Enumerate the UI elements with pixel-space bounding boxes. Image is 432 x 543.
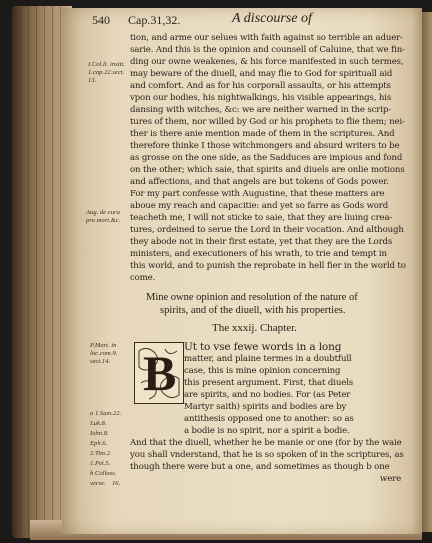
text-line: aboue my reach and capacitie: and yet so farre as Gods word <box>130 201 389 211</box>
text-line: sarie. And this is the opinion and counsell of Caluine, that we fin- <box>130 45 405 55</box>
text-line: this world, and to punish the reprobate in hell fier in the world to <box>130 261 406 271</box>
margin-note: Aug. de cura <box>86 209 120 216</box>
margin-note: 13. <box>88 77 97 84</box>
text-line: tures of them, nor willed by God or his prophets to flie them; nei- <box>130 117 405 127</box>
section-heading: Mine owne opinion and resolution of the nature of <box>146 292 358 303</box>
text-line: they abode not in their first estate, yet that they are the Lords <box>130 237 393 247</box>
text-line: you shall vnderstand, that he is so spoken of in the scriptures, as <box>130 450 404 460</box>
text-line: as grosse on the one side, as the Sadduces are impious and fond <box>130 153 403 163</box>
text-line: this present argument. First, that diuels <box>184 378 354 388</box>
margin-note: 1.cap.22.sect. <box>88 69 125 76</box>
margin-note: 1.Pet.5. <box>90 460 111 467</box>
text-line: For my part confesse with Augustine, that these matters are <box>130 189 385 199</box>
text-line: though there were but a one, and sometimes as though b one <box>130 462 390 472</box>
margin-note: verse. <box>90 480 106 487</box>
margin-note: sect.14. <box>90 358 111 365</box>
margin-note: b Colloss. <box>90 470 117 477</box>
margin-note: loc.com.9. <box>90 350 118 357</box>
text-line: and comfort. And as for his corporall assaults, or his attempts <box>130 81 391 91</box>
running-title: A discourse of <box>232 11 312 26</box>
text-line: dansing with witches, &c: we are neither warned in the scrip- <box>130 105 391 115</box>
text-line: come. <box>130 273 156 283</box>
text-line: a bodie is no spirit, nor a spirit a bodie. <box>184 426 350 436</box>
margin-note: I.Col.li. instit. <box>88 61 125 68</box>
margin-note: a 1.Sam.22. <box>90 410 122 417</box>
text-line: antithesis opposed one to another: so as <box>184 414 354 424</box>
margin-note: 2.Tim.2. <box>90 450 112 457</box>
text-line: may beware of the diuell, and may flie to God for spirituall aid <box>130 69 393 79</box>
text-line: therefore thinke I those witchmongers and absurd writers to be <box>130 141 400 151</box>
text-line: are spirits, and no bodies. For (as Peter <box>184 390 351 400</box>
section-heading: spirits, and of the diuell, with his properties. <box>160 305 346 316</box>
drop-cap-letter: B <box>143 345 177 401</box>
text-line: teacheth me, I will not sticke to saie, that they are liuing crea- <box>130 213 393 223</box>
page-number: 540 <box>92 13 110 27</box>
text-line: tures, ordeined to serue the Lord in their vocation. And although <box>130 225 404 235</box>
text-line: ministers, and executioners of his wrath, to trie and tempt in <box>130 249 387 259</box>
drop-cap <box>134 342 184 404</box>
text-line: ding our owne weakenes, & his force manifested in such termes, <box>130 57 404 67</box>
chapter-title: The xxxij. Chapter. <box>212 322 297 334</box>
margin-note: pro mort.&c. <box>86 217 121 224</box>
margin-note: Luk.8. <box>90 420 107 427</box>
margin-note: P.Mart. in <box>90 342 117 349</box>
margin-note: Iohn.8. <box>90 430 109 437</box>
text-line: and affections, and that angels are but tokens of Gods power. <box>130 177 389 187</box>
text-line: vpon our bodies, his nightwalkings, his visible appearings, his <box>130 93 392 103</box>
text-line: Ut to vse fewe words in a long <box>184 341 342 353</box>
text-line: on the other; which saie, that spirits and diuels are onlie motions <box>130 165 405 175</box>
text-line: tion, and arme our selues with faith against so terrible an aduer- <box>130 33 403 43</box>
chapter-ref: Cap.31,32. <box>128 13 181 27</box>
text-line: matter, and plaine termes in a doubtfull <box>184 354 352 364</box>
margin-note: 16. <box>112 480 121 487</box>
text-line: Martyr saith) spirits and bodies are by <box>184 402 347 412</box>
text-line: ther is there anie mention made of them in the scriptures. And <box>130 129 395 139</box>
margin-note: Eph.6. <box>90 440 108 447</box>
text-line: And that the diuell, whether he be manie or one (for by the waie <box>130 438 402 448</box>
text-line: were <box>380 474 402 484</box>
text-line: case, this is mine opinion concerning <box>184 366 341 376</box>
